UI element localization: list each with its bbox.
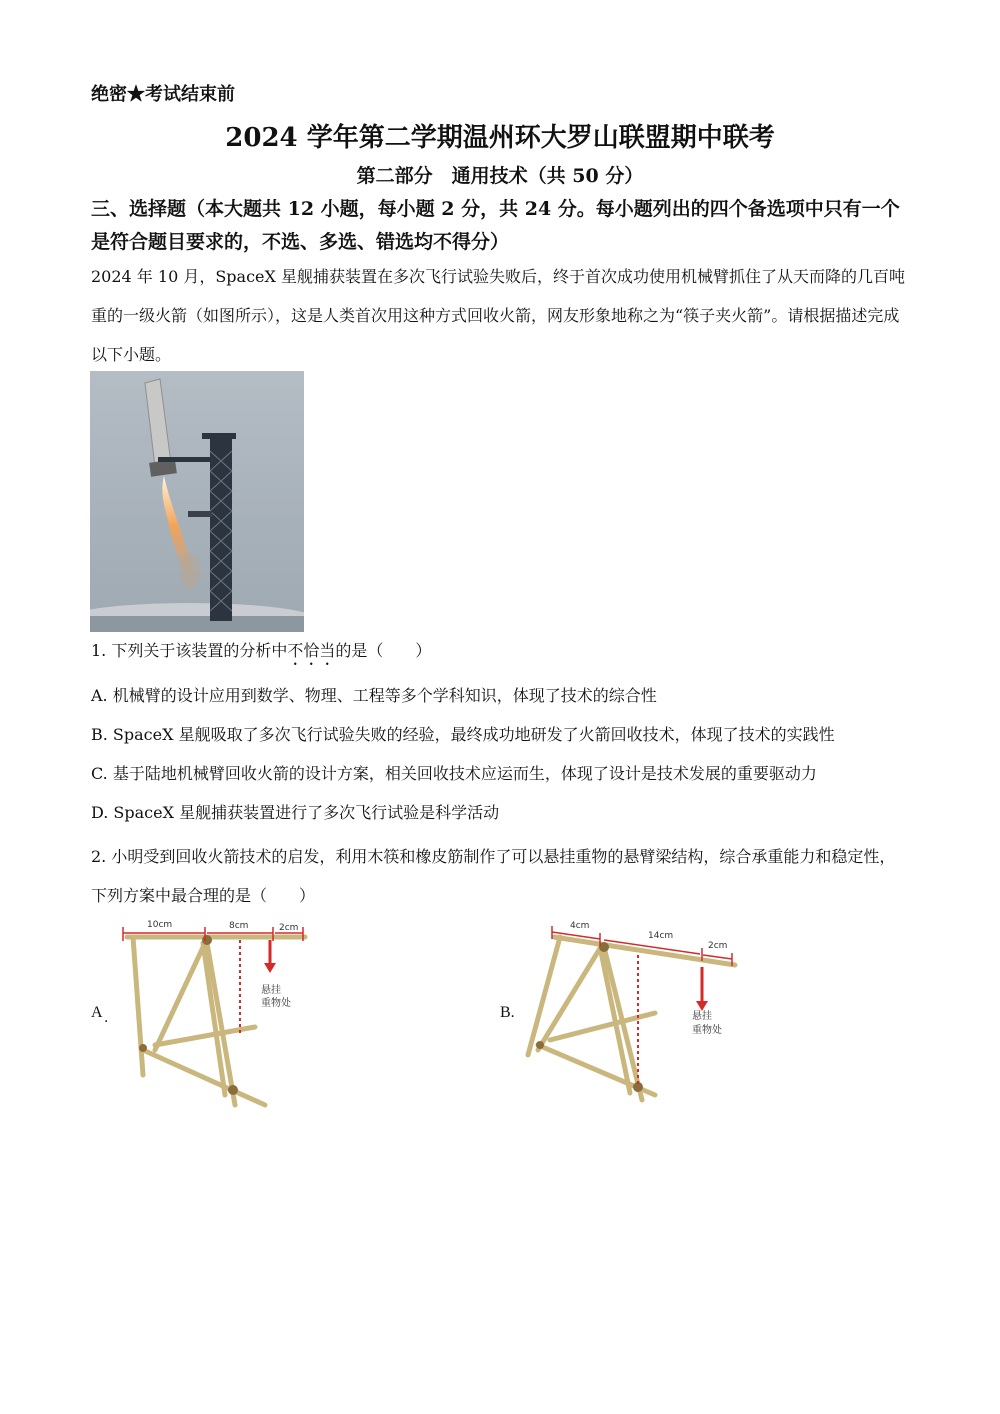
q1-option-c: C. 基于陆地机械臂回收火箭的设计方案，相关回收技术应运而生，体现了设计是技术发展的重要驱动力 <box>91 764 817 783</box>
dim-b-1: 4cm <box>570 921 590 931</box>
q2-option-b-label: B. <box>500 1004 515 1021</box>
q1-option-d: D. SpaceX 星舰捕获装置进行了多次飞行试验是科学活动 <box>91 803 500 822</box>
hang-label-a-1: 悬挂 <box>261 985 281 996</box>
exam-title: 2024 学年第二学期温州环大罗山联盟期中联考 <box>225 123 775 153</box>
q1-stem-post: 的是（ ） <box>335 641 432 660</box>
dim-a-1: 10cm <box>147 920 173 930</box>
question-1-stem <box>91 638 921 669</box>
section-heading: 三、选择题（本大题共 12 小题，每小题 2 分，共 24 分。每小题列出的四个备选项中只有一个是符合题目要求的，不选、多选、错选均不得分） <box>91 198 900 253</box>
rocket-catch-photo <box>90 371 304 632</box>
q1-stem-pre: 1. 下列关于该装置的分析中 <box>91 641 288 660</box>
q1-option-b: B. SpaceX 星舰吸取了多次飞行试验失败的经验，最终成功地研发了火箭回收技术，体现了技术的实践性 <box>91 725 835 744</box>
q2-option-a-label: A <box>91 1004 103 1021</box>
hang-label-b-1: 悬挂 <box>692 1011 712 1022</box>
q2-option-a-diagram <box>115 915 315 1115</box>
q1-stem-emphasis: 不恰当 <box>287 641 336 660</box>
question-2-stem: 2. 小明受到回收火箭技术的启发，利用木筷和橡皮筋制作了可以悬挂重物的悬臂梁结构，综合承重能力和稳定性，下列方案中最合理的是（ ） <box>91 847 896 905</box>
dim-b-2: 14cm <box>648 931 674 941</box>
q1-option-a: A. 机械臂的设计应用到数学、物理、工程等多个学科知识，体现了技术的综合性 <box>91 686 657 705</box>
dim-a-2: 8cm <box>229 921 249 931</box>
dim-b-3: 2cm <box>708 941 728 951</box>
hang-label-b-2: 重物处 <box>692 1025 722 1036</box>
intro-paragraph: 2024 年 10 月，SpaceX 星舰捕获装置在多次飞行试验失败后，终于首次成功使用机械臂抓住了从天而降的几百吨重的一级火箭（如图所示），这是人类首次用这种方式回收火箭，网友形象地称之为“筷子夹火箭”。请根据描述完成以下小题。 <box>91 267 905 364</box>
option-a-dot: · <box>104 1014 109 1030</box>
hang-label-a-2: 重物处 <box>261 998 291 1009</box>
dim-a-3: 2cm <box>279 923 299 933</box>
q2-option-b-diagram <box>520 915 745 1115</box>
confidential-notice: 绝密★考试结束前 <box>91 84 235 105</box>
part-heading: 第二部分 通用技术（共 50 分） <box>356 165 644 187</box>
